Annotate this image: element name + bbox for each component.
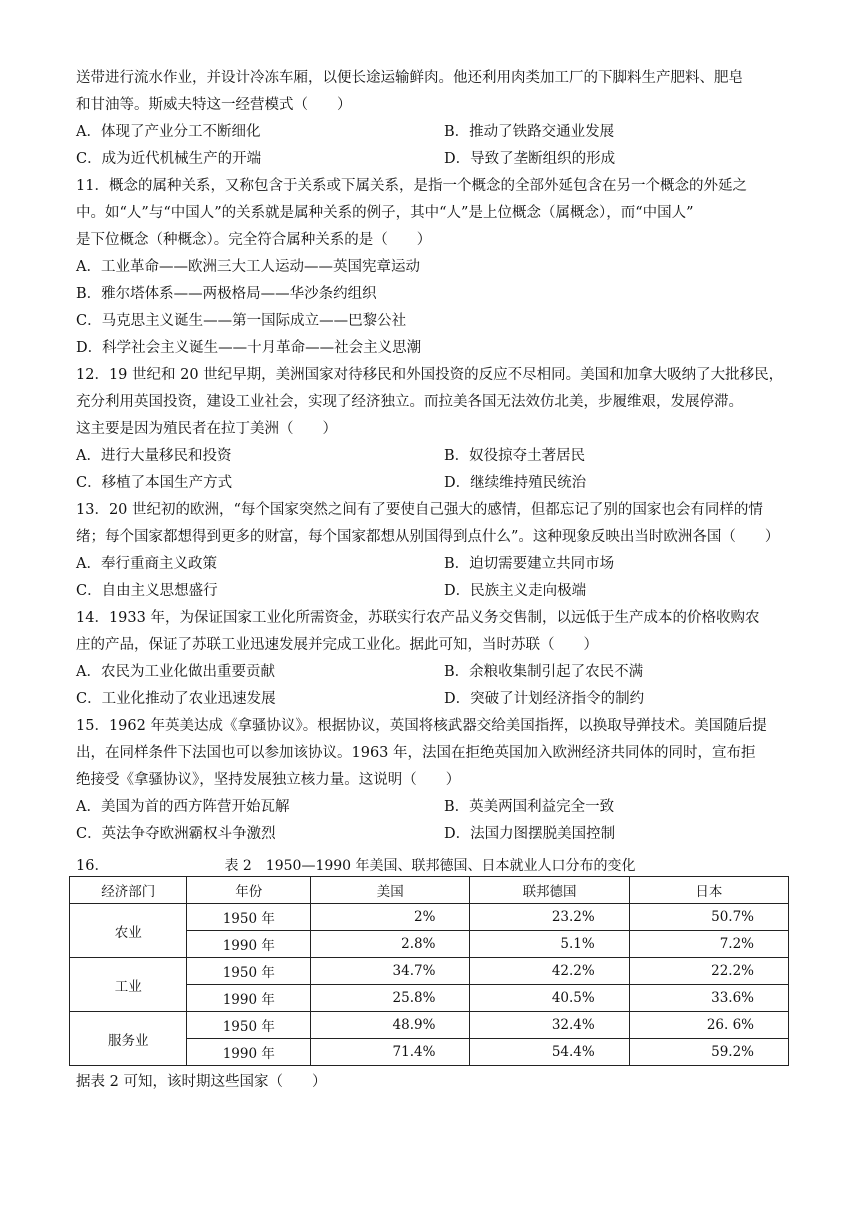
year-cell: 1950 年 [187, 904, 311, 931]
q15-option-a: A．美国为首的西方阵营开始瓦解 [76, 799, 290, 815]
value-cell: 54.4% [470, 1039, 629, 1066]
value-cell: 32.4% [470, 1012, 629, 1039]
value-cell: 34.7% [311, 958, 470, 985]
q10-option-a: A．体现了产业分工不断细化 [76, 124, 261, 140]
q15-stem-line-2: 出，在同样条件下法国也可以参加该协议。1963 年，法国在拒绝英国加入欧洲经济共同体的同时，宣布拒 [76, 745, 756, 761]
q13-option-b: B．迫切需要建立共同市场 [444, 556, 615, 572]
value-cell: 26. 6% [629, 1012, 788, 1039]
value-cell: 23.2% [470, 904, 629, 931]
value-cell: 59.2% [629, 1039, 788, 1066]
q11-stem-line-1: 11．概念的属种关系，又称包含于关系或下属关系，是指一个概念的全部外延包含在另一个概念的外延之 [76, 178, 747, 194]
sector-agriculture: 农业 [70, 904, 187, 958]
q13-option-d: D．民族主义走向极端 [444, 583, 587, 599]
q15-option-b: B．英美两国利益完全一致 [444, 799, 615, 815]
value-cell: 40.5% [470, 985, 629, 1012]
q14-option-c: C．工业化推动了农业迅速发展 [76, 691, 276, 707]
q12-option-d: D．继续维持殖民统治 [444, 475, 587, 491]
q11-stem-line-2: 中。如“人”与“中国人”的关系就是属种关系的例子，其中“人”是上位概念（属概念），而“中国人” [76, 205, 694, 221]
q16-number: 16． [76, 858, 109, 874]
value-cell: 48.9% [311, 1012, 470, 1039]
table-caption: 表 2 1950—1990 年美国、联邦德国、日本就业人口分布的变化 [224, 858, 636, 874]
value-cell: 22.2% [629, 958, 788, 985]
value-cell: 7.2% [629, 931, 788, 958]
q14-option-a: A．农民为工业化做出重要贡献 [76, 664, 275, 680]
sector-services: 服务业 [70, 1012, 187, 1066]
table-row [70, 904, 789, 931]
q12-stem-line-1: 12．19 世纪和 20 世纪早期，美洲国家对待移民和外国投资的反应不尽相同。美国和加拿大吸纳了大批移民， [76, 367, 784, 383]
year-cell: 1950 年 [187, 1012, 311, 1039]
q12-option-c: C．移植了本国生产方式 [76, 475, 233, 491]
q14-stem-line-2: 庄的产品，保证了苏联工业迅速发展并完成工业化。据此可知，当时苏联（ ） [76, 637, 598, 653]
year-cell: 1950 年 [187, 958, 311, 985]
q13-stem-line-1: 13．20 世纪初的欧洲，“每个国家突然之间有了要使自己强大的感情，但都忘记了别的国家也会有同样的情 [76, 502, 763, 518]
q16-stem: 据表 2 可知，该时期这些国家（ ） [76, 1074, 327, 1090]
header-japan: 日本 [629, 877, 788, 904]
q13-option-c: C．自由主义思想盛行 [76, 583, 218, 599]
table-row [70, 1012, 789, 1039]
q11-option-b: B．雅尔塔体系——两极格局——华沙条约组织 [76, 286, 377, 302]
q11-option-a: A．工业革命——欧洲三大工人运动——英国宪章运动 [76, 259, 420, 275]
header-west-germany: 联邦德国 [470, 877, 629, 904]
value-cell: 25.8% [311, 985, 470, 1012]
q12-option-b: B．奴役掠夺土著居民 [444, 448, 586, 464]
year-cell: 1990 年 [187, 985, 311, 1012]
q10-stem-line-1: 送带进行流水作业，并设计冷冻车厢，以便长途运输鲜肉。他还利用肉类加工厂的下脚料生产肥料、肥皂 [76, 70, 743, 86]
q10-stem-line-2: 和甘油等。斯威夫特这一经营模式（ ） [76, 97, 352, 113]
q12-stem-line-2: 充分利用英国投资，建设工业社会，实现了经济独立。而拉美各国无法效仿北美，步履维艰，发展停滞。 [76, 394, 743, 410]
value-cell: 42.2% [470, 958, 629, 985]
q13-stem-line-2: 绪；每个国家都想得到更多的财富，每个国家都想从别国得到点什么”。这种现象反映出当时欧洲各国（ ） [76, 529, 780, 545]
q12-option-a: A．进行大量移民和投资 [76, 448, 232, 464]
header-usa: 美国 [311, 877, 470, 904]
q15-option-d: D．法国力图摆脱美国控制 [444, 826, 616, 842]
header-sector: 经济部门 [70, 877, 187, 904]
year-cell: 1990 年 [187, 931, 311, 958]
year-cell: 1990 年 [187, 1039, 311, 1066]
q11-option-c: C．马克思主义诞生——第一国际成立——巴黎公社 [76, 313, 407, 329]
table-header-row [70, 877, 789, 904]
value-cell: 33.6% [629, 985, 788, 1012]
value-cell: 71.4% [311, 1039, 470, 1066]
q13-option-a: A．奉行重商主义政策 [76, 556, 217, 572]
q15-stem-line-3: 绝接受《拿骚协议》，坚持发展独立核力量。这说明（ ） [76, 772, 461, 788]
value-cell: 5.1% [470, 931, 629, 958]
q11-option-d: D．科学社会主义诞生——十月革命——社会主义思潮 [76, 340, 422, 356]
q11-stem-line-3: 是下位概念（种概念）。完全符合属种关系的是（ ） [76, 232, 432, 248]
value-cell: 2.8% [311, 931, 470, 958]
q10-option-b: B．推动了铁路交通业发展 [444, 124, 615, 140]
q15-option-c: C．英法争夺欧洲霸权斗争激烈 [76, 826, 276, 842]
q10-option-c: C．成为近代机械生产的开端 [76, 151, 262, 167]
q15-stem-line-1: 15．1962 年英美达成《拿骚协议》。根据协议，英国将核武器交给美国指挥，以换取导弹技术。美国随后提 [76, 718, 767, 734]
table-row [70, 958, 789, 985]
value-cell: 50.7% [629, 904, 788, 931]
sector-industry: 工业 [70, 958, 187, 1012]
q14-option-b: B．余粮收集制引起了农民不满 [444, 664, 644, 680]
q14-option-d: D．突破了计划经济指令的制约 [444, 691, 645, 707]
value-cell: 2% [311, 904, 470, 931]
q12-stem-line-3: 这主要是因为殖民者在拉丁美洲（ ） [76, 421, 337, 437]
employment-table [69, 876, 789, 1066]
q14-stem-line-1: 14．1933 年，为保证国家工业化所需资金，苏联实行农产品义务交售制，以远低于生产成本的价格收购农 [76, 610, 760, 626]
q10-option-d: D．导致了垄断组织的形成 [444, 151, 616, 167]
header-year: 年份 [187, 877, 311, 904]
